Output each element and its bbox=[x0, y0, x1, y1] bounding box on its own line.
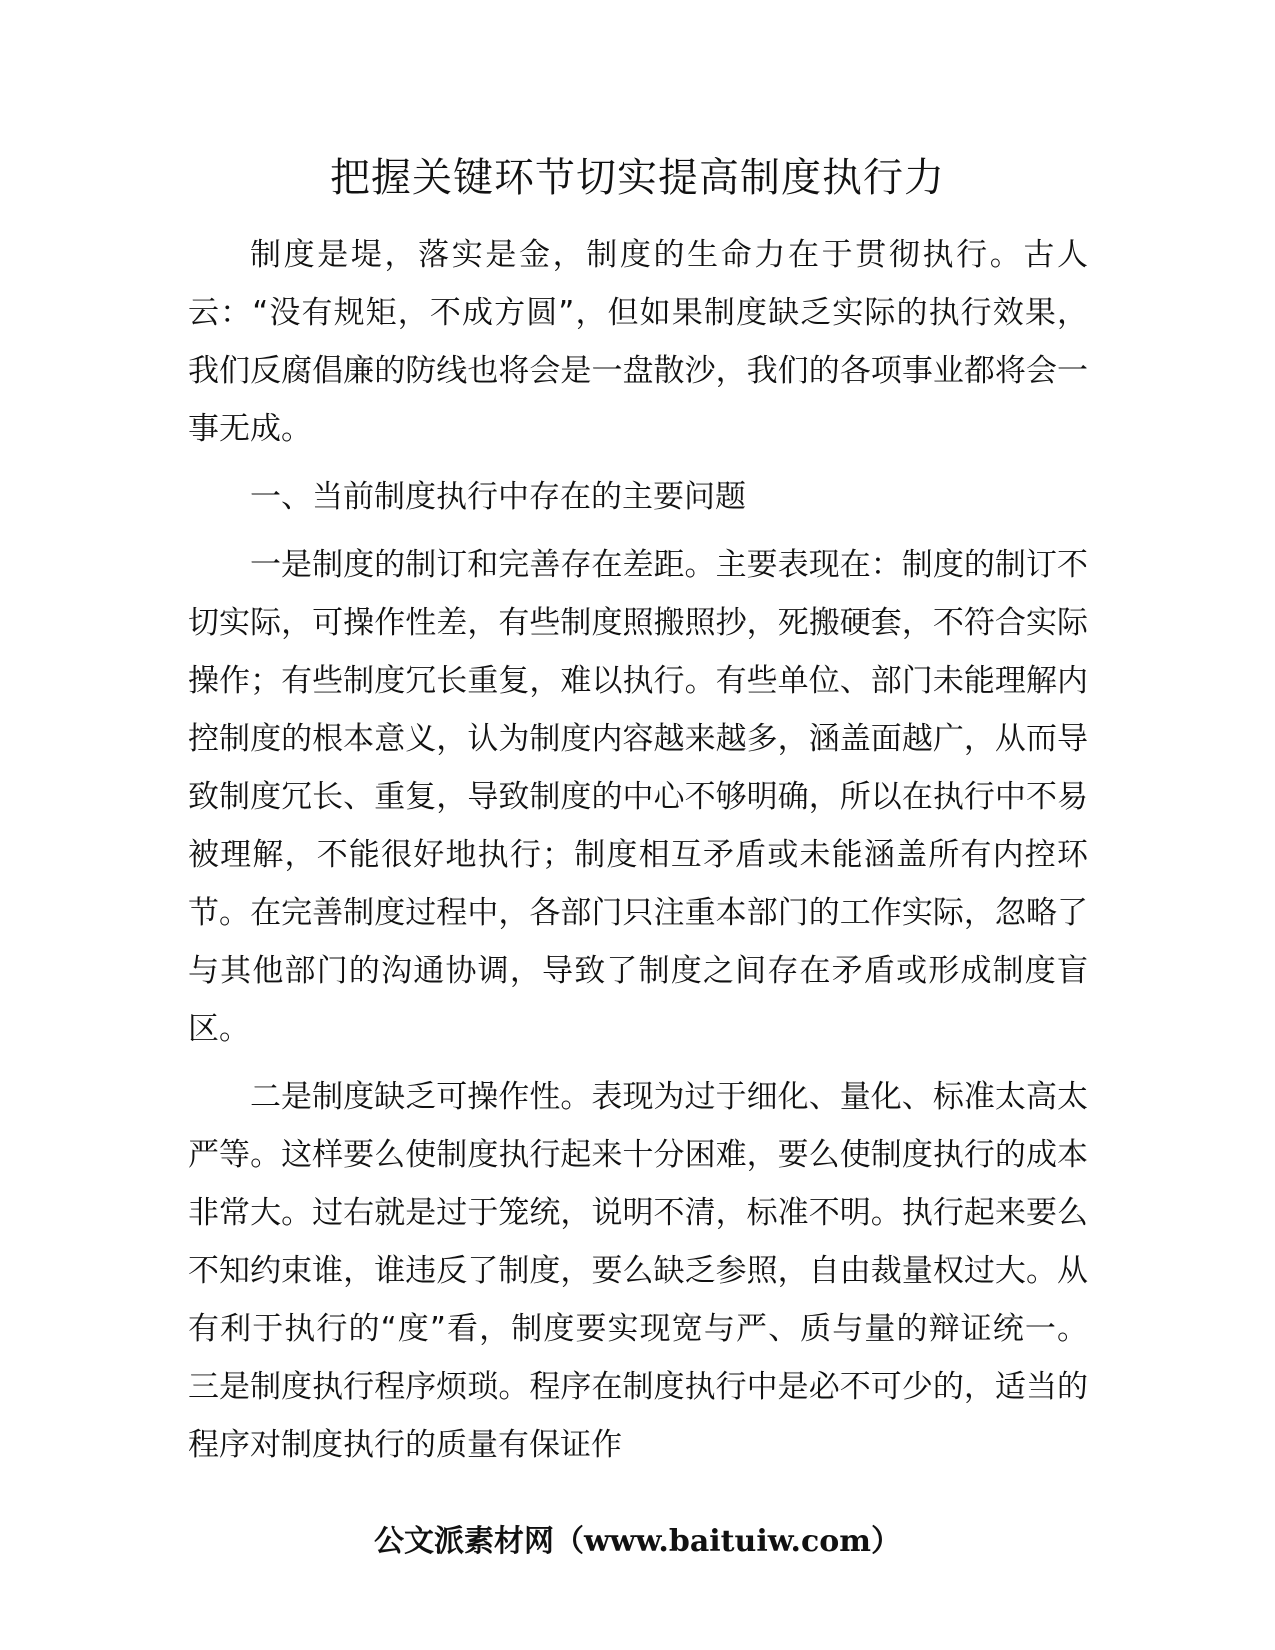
section-heading: 一、当前制度执行中存在的主要问题 bbox=[250, 479, 746, 515]
intro-paragraph: 制度是堤，落实是金，制度的生命力在于贯彻执行。古人云：“没有规矩，不成方圆”，但如果制度缺乏实际的执行效果，我们反腐倡廉的防线也将会是一盘散沙，我们的各项事业都将会一事无成。 bbox=[188, 237, 1088, 447]
paragraph-2: 二是制度缺乏可操作性。表现为过于细化、量化、标准太高太严等。这样要么使制度执行起来十分困难，要么使制度执行的成本非常大。过右就是过于笼统，说明不清，标准不明。执行起来要么不知约束谁，谁违反了制度，要么缺乏参照，自由裁量权过大。从有利于执行的“度”看，制度要实现宽与严、质与量的辩证统一。三是制度执行程序烦琐。程序在制度执行中是必不可少的，适当的程序对制度执行的质量有保证作 bbox=[188, 1079, 1088, 1463]
footer-watermark: 公文派素材网（www.baituiw.com） bbox=[373, 1524, 902, 1559]
document-title: 把握关键环节切实提高制度执行力 bbox=[330, 155, 945, 201]
document-body bbox=[188, 226, 1088, 1474]
paragraph-1: 一是制度的制订和完善存在差距。主要表现在：制度的制订不切实际，可操作性差，有些制度照搬照抄，死搬硬套，不符合实际操作；有些制度冗长重复，难以执行。有些单位、部门未能理解内控制度的根本意义，认为制度内容越来越多，涵盖面越广，从而导致制度冗长、重复，导致制度的中心不够明确，所以在执行中不易被理解，不能很好地执行；制度相互矛盾或未能涵盖所有内控环节。在完善制度过程中，各部门只注重本部门的工作实际，忽略了与其他部门的沟通协调，导致了制度之间存在矛盾或形成制度盲区。 bbox=[188, 547, 1088, 1047]
